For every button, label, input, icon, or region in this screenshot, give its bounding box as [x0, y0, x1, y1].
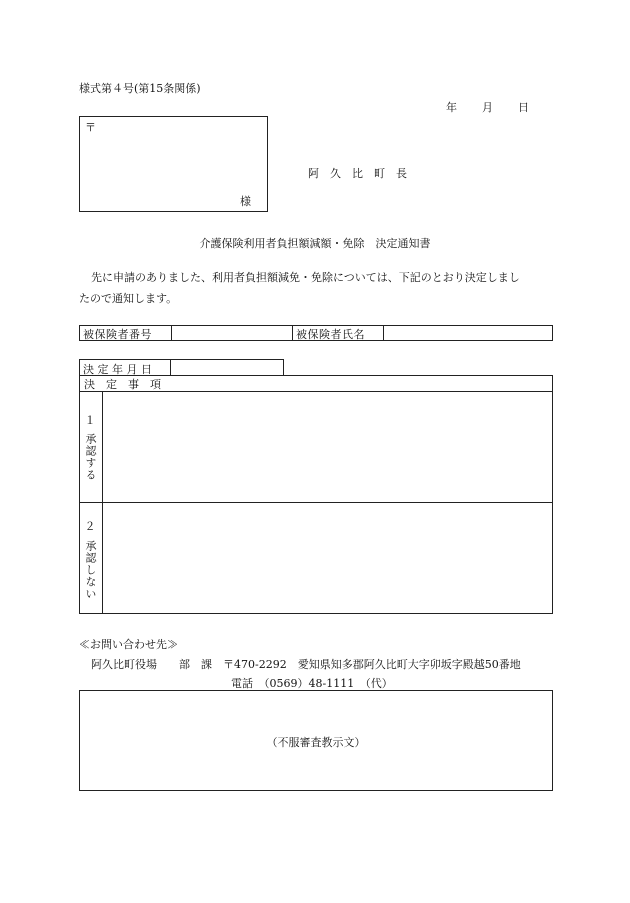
approve-label: 承認する: [84, 433, 97, 481]
recipient-address-box[interactable]: [79, 116, 268, 212]
form-number: 様式第４号(第15条関係): [79, 82, 201, 95]
document-title: 介護保険利用者負担額減額・免除 決定通知書: [199, 237, 431, 250]
decision-date-field[interactable]: [172, 361, 282, 375]
deny-label: 承認しない: [84, 540, 97, 600]
decision-date-label: 決 定 年 月 日: [83, 363, 152, 376]
postal-mark: 〒: [85, 121, 96, 134]
issuer-mayor: 阿 久 比 町 長: [308, 167, 407, 180]
appeal-notice-box: [79, 690, 553, 791]
appeal-notice-text: （不服審査教示文）: [266, 736, 366, 749]
date-day-label: 日: [518, 101, 529, 114]
approve-number: １: [84, 414, 96, 427]
contact-office: 阿久比町役場 部 課 〒470-2292 愛知県知多郡阿久比町大字卯坂字殿越50番地: [91, 658, 521, 671]
deny-number: ２: [84, 520, 96, 533]
decision-matters-label: 決 定 事 項: [84, 378, 161, 391]
deny-content-field[interactable]: [104, 504, 551, 612]
insured-number-field[interactable]: [173, 326, 290, 340]
insured-name-field[interactable]: [385, 326, 551, 340]
date-month-label: 月: [482, 101, 493, 114]
body-line-2: たので通知します。: [79, 292, 178, 305]
insured-name-label: 被保険者氏名: [296, 328, 365, 341]
honorific-label: 様: [240, 195, 251, 208]
date-year-label: 年: [446, 101, 457, 114]
contact-heading: ≪お問い合わせ先≫: [79, 638, 178, 651]
approve-content-field[interactable]: [104, 393, 551, 500]
insured-number-label: 被保険者番号: [83, 328, 152, 341]
body-line-1: 先に申請のありました、利用者負担額減免・免除については、下記のとおり決定しまし: [91, 271, 520, 284]
contact-phone: 電話 （0569）48-1111 （代）: [231, 677, 393, 690]
